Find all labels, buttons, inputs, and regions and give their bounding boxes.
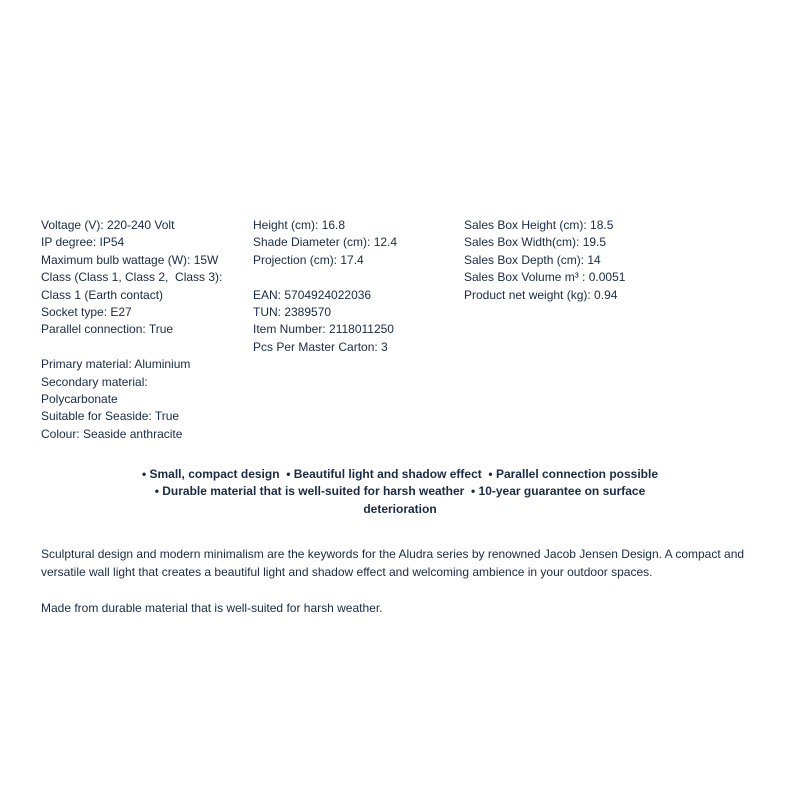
spec-box-height: Sales Box Height (cm): 18.5: [464, 218, 614, 232]
highlight-line: • Small, compact design • Beautiful light and shadow effect • Parallel connection possible: [141, 467, 659, 481]
spec-box-volume: Sales Box Volume m³ : 0.0051: [464, 270, 626, 285]
spacer: [253, 269, 458, 286]
spec-box-depth: Sales Box Depth (cm): 14: [464, 252, 601, 267]
spec-projection: Projection (cm): 17.4: [253, 252, 364, 267]
spec-shade-diameter: Shade Diameter (cm): 12.4: [253, 235, 398, 250]
spec-voltage: Voltage (V): 220-240 Volt: [41, 218, 175, 232]
feature-highlights: [100, 466, 700, 518]
spec-seaside: Suitable for Seaside: True: [41, 409, 180, 424]
spec-primary-material: Primary material: Aluminium: [41, 357, 191, 372]
spec-parallel-connection: Parallel connection: True: [41, 322, 174, 337]
spec-height: Height (cm): 16.8: [253, 218, 346, 232]
spec-socket-type: Socket type: E27: [41, 305, 132, 320]
spec-tun: TUN: 2389570: [253, 305, 332, 320]
highlight-line: deterioration: [363, 501, 437, 516]
product-description: [41, 545, 751, 635]
product-specifications: [0, 217, 800, 447]
spec-ean: EAN: 5704924022036: [253, 287, 372, 302]
spec-colour: Colour: Seaside anthracite: [41, 426, 183, 441]
spec-class-label: Class (Class 1, Class 2, Class 3):: [41, 270, 223, 285]
spec-column-sales-box: [464, 217, 704, 304]
spec-item-number: Item Number: 2118011250: [253, 322, 394, 337]
highlight-line: • Durable material that is well-suited for harsh weather • 10-year guarantee on surface: [154, 484, 646, 499]
spec-box-width: Sales Box Width(cm): 19.5: [464, 235, 607, 250]
spec-column-electrical-material: [41, 217, 246, 443]
spec-pcs-per-carton: Pcs Per Master Carton: 3: [253, 339, 388, 354]
spec-net-weight: Product net weight (kg): 0.94: [464, 287, 618, 302]
spec-column-dimensions-identifiers: [253, 217, 458, 356]
spacer: [41, 339, 246, 356]
spec-secondary-material-label: Secondary material:: [41, 374, 148, 389]
spec-class-value: Class 1 (Earth contact): [41, 287, 164, 302]
description-paragraph: Sculptural design and modern minimalism are the keywords for the Aludra series by renowned Jacob Jensen Design. A compact and versatile wall light that creates a beautiful light and shadow effect and welcoming ambience in your outdoor spaces.: [41, 547, 745, 579]
spec-ip-degree: IP degree: IP54: [41, 235, 125, 250]
spec-max-wattage: Maximum bulb wattage (W): 15W: [41, 252, 219, 267]
spec-secondary-material-value: Polycarbonate: [41, 392, 118, 407]
description-paragraph: Made from durable material that is well-suited for harsh weather.: [41, 601, 383, 615]
